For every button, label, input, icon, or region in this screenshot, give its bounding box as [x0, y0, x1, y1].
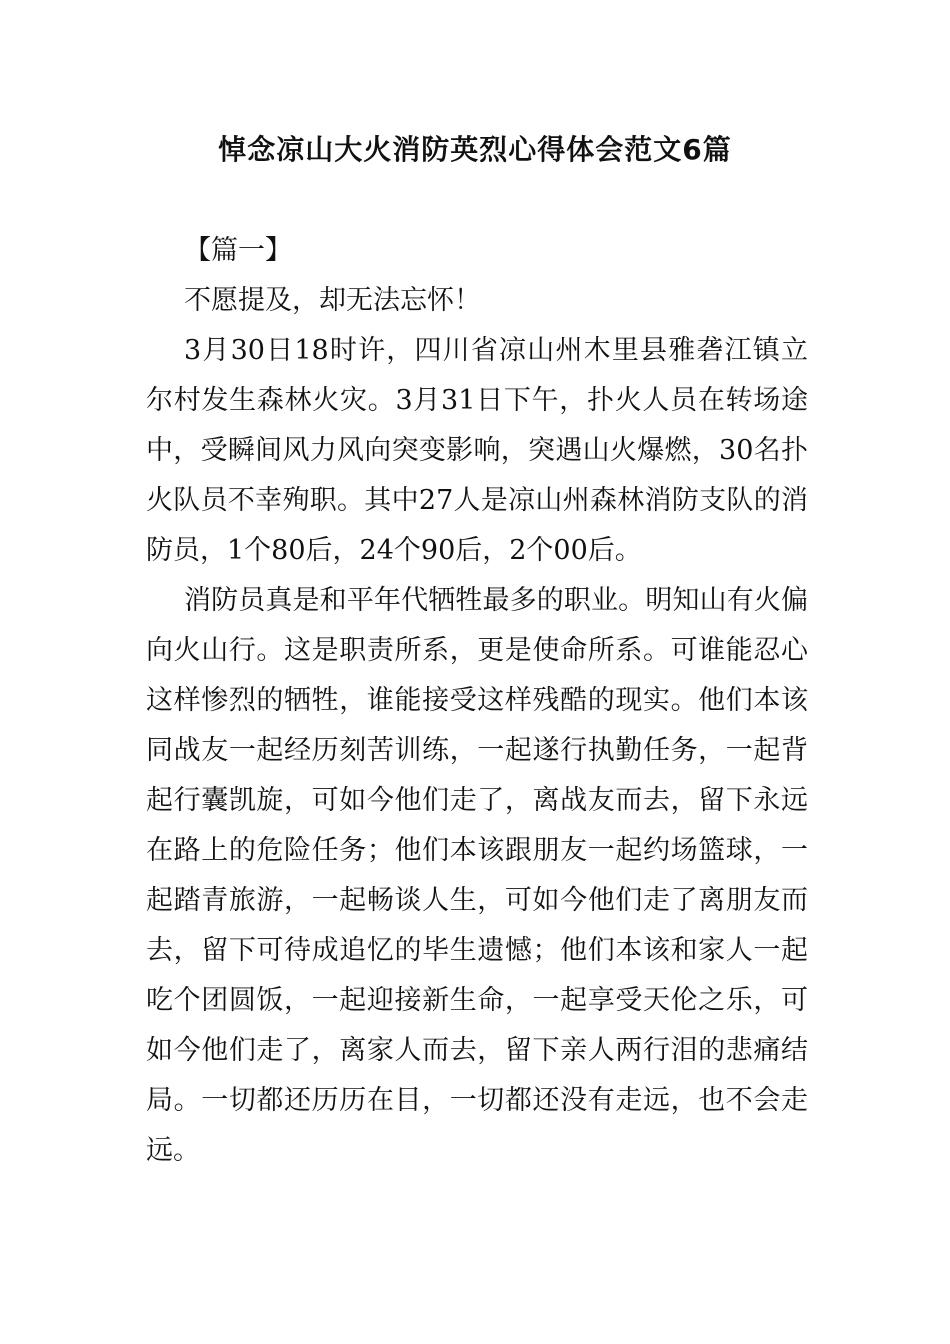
paragraph-event: 3月30日18时许，四川省凉山州木里县雅砻江镇立尔村发生森林火灾。3月31日下午，扑火人员在转场途中，受瞬间风力风向突变影响，突遇山火爆燃，30名扑火队员不幸殉职。其中27人是凉山州森林消防支队的消防员，1个80后，24个90后，2个00后。: [146, 335, 808, 566]
section-heading: 【篇一】: [184, 235, 292, 266]
paragraph-tribute: 消防员真是和平年代牺牲最多的职业。明知山有火偏向火山行。这是职责所系，更是使命所系。可谁能忍心这样惨烈的牺牲，谁能接受这样残酷的现实。他们本该同战友一起经历刻苦训练，一起遂行执勤任务，一起背起行囊凯旋，可如今他们走了，离战友而去，留下永远在路上的危险任务；他们本该跟朋友一起约场篮球，一起踏青旅游，一起畅谈人生，可如今他们走了离朋友而去，留下可待成追忆的毕生遗憾；他们本该和家人一起吃个团圆饭，一起迎接新生命，一起享受天伦之乐，可如今他们走了，离家人而去，留下亲人两行泪的悲痛结局。一切都还历历在目，一切都还没有走远，也不会走远。: [146, 585, 808, 1166]
document-body: [146, 226, 808, 1176]
document-title: 悼念凉山大火消防英烈心得体会范文6篇: [218, 133, 732, 166]
paragraph-intro: 不愿提及，却无法忘怀！: [184, 285, 481, 316]
